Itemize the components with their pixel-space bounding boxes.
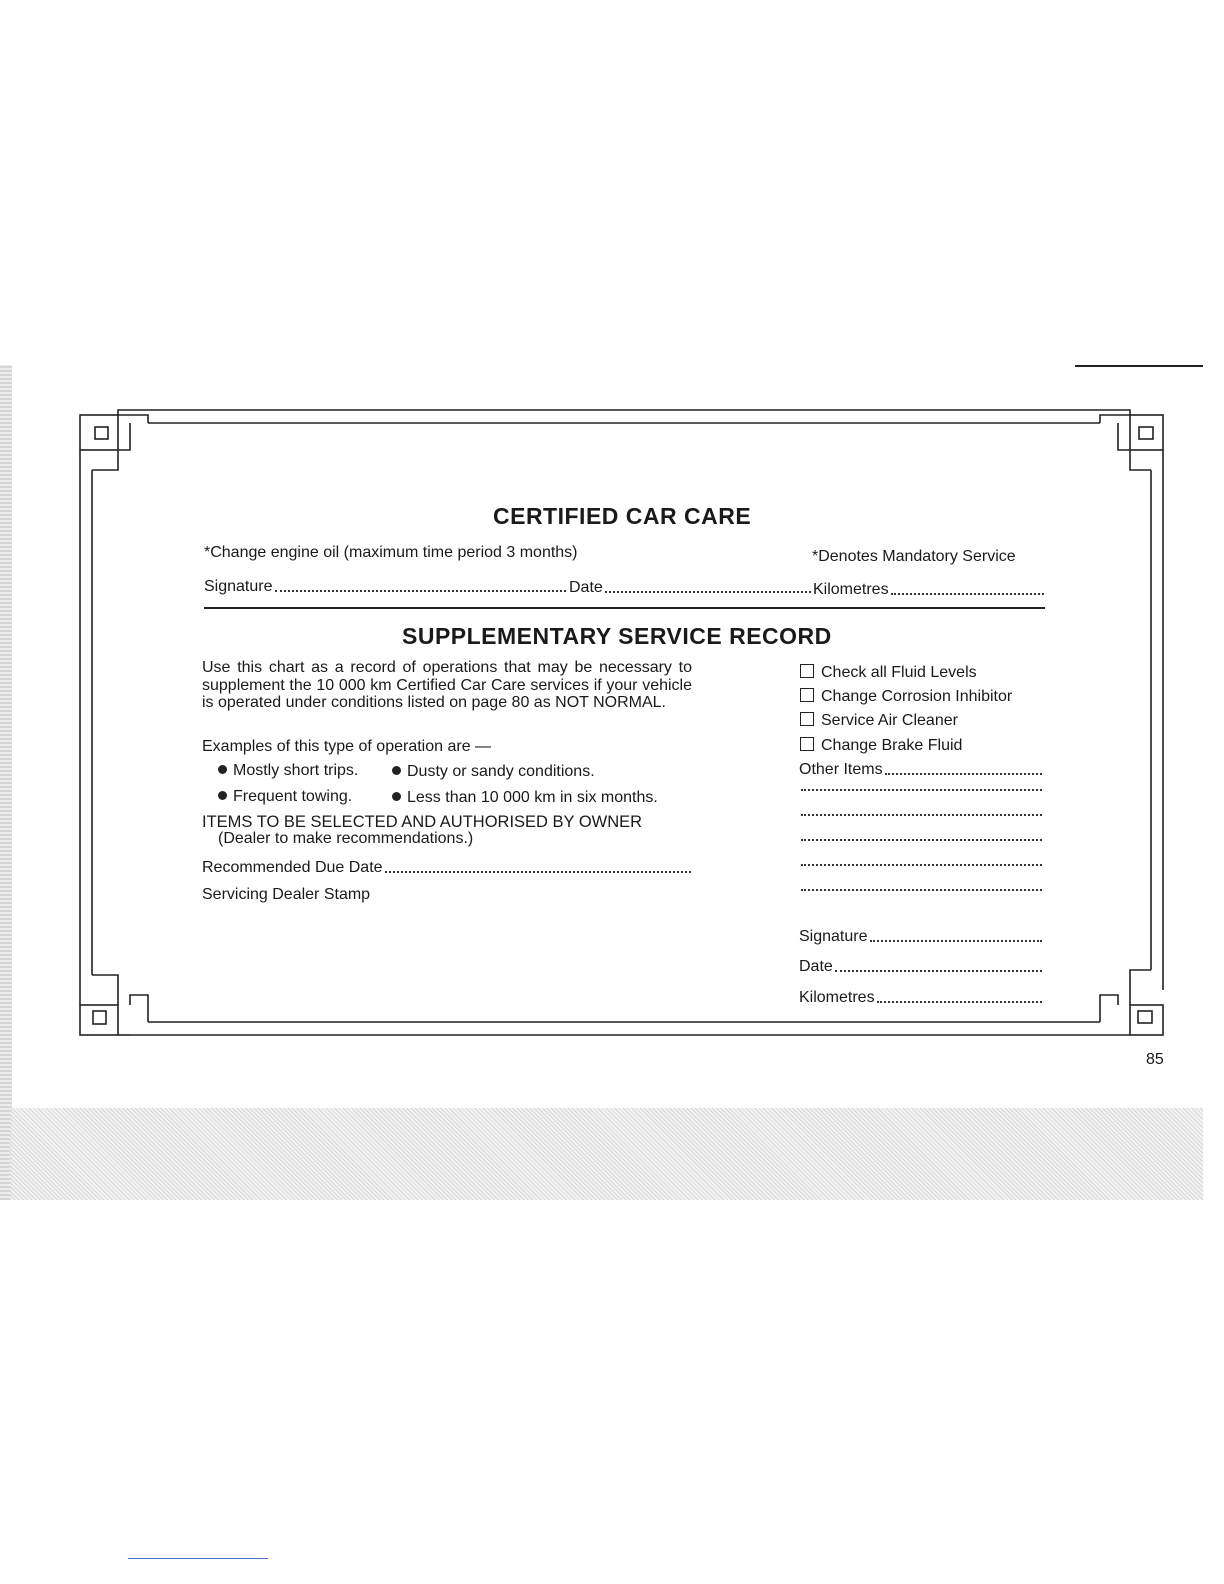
section-divider (204, 607, 1045, 609)
other-items-line[interactable] (799, 839, 1044, 845)
checkbox-icon[interactable] (800, 688, 814, 702)
dealer-stamp-label: Servicing Dealer Stamp (202, 886, 371, 903)
example-item (392, 763, 595, 781)
other-items-field[interactable] (799, 761, 1044, 779)
example-text: Frequent towing. (233, 788, 353, 805)
checklist-item[interactable] (800, 712, 958, 730)
checklist-label: Change Corrosion Inhibitor (821, 688, 1013, 705)
certified-signature-label: Signature (204, 578, 273, 595)
bullet-icon (392, 792, 401, 801)
supp-kilometres-field[interactable] (799, 989, 1044, 1007)
bullet-icon (392, 766, 401, 775)
owner-items-subnote: (Dealer to make recommendations.) (218, 830, 474, 847)
other-items-line[interactable] (799, 814, 1044, 820)
due-date-label: Recommended Due Date (202, 859, 383, 876)
checkbox-icon[interactable] (800, 712, 814, 726)
certified-signature-field[interactable] (204, 578, 568, 596)
supp-kilometres-label: Kilometres (799, 989, 875, 1006)
checkbox-icon[interactable] (800, 737, 814, 751)
supp-signature-label: Signature (799, 928, 868, 945)
certified-kilometres-label: Kilometres (813, 581, 889, 598)
bullet-icon (218, 765, 227, 774)
other-items-line[interactable] (799, 889, 1044, 895)
page-number: 85 (1146, 1051, 1164, 1068)
supplementary-title: SUPPLEMENTARY SERVICE RECORD (402, 623, 832, 649)
bullet-icon (218, 791, 227, 800)
oil-change-note: *Change engine oil (maximum time period 3 months) (204, 544, 578, 561)
example-text: Dusty or sandy conditions. (407, 763, 595, 780)
other-items-line[interactable] (799, 864, 1044, 870)
other-items-label: Other Items (799, 761, 883, 778)
example-text: Mostly short trips. (233, 762, 359, 779)
checklist-label: Service Air Cleaner (821, 712, 958, 729)
examples-label: Examples of this type of operation are — (202, 738, 492, 755)
supp-date-label: Date (799, 958, 833, 975)
checklist-label: Change Brake Fluid (821, 737, 963, 754)
checkbox-icon[interactable] (800, 664, 814, 678)
supp-date-field[interactable] (799, 958, 1044, 976)
certified-date-label: Date (569, 579, 603, 596)
owner-items-heading: ITEMS TO BE SELECTED AND AUTHORISED BY OWNER (202, 813, 643, 831)
checklist-label: Check all Fluid Levels (821, 664, 977, 681)
due-date-field[interactable] (202, 859, 693, 877)
mandatory-service-note: *Denotes Mandatory Service (812, 548, 1016, 565)
supplementary-intro: Use this chart as a record of operations that may be necessary to supplement the 10 000 km Certified Car Care services if your vehicle is operated under conditions listed on page 80 as NOT NORMAL. (202, 659, 692, 711)
example-item (218, 762, 358, 780)
certified-title: CERTIFIED CAR CARE (493, 503, 752, 529)
certified-date-field[interactable] (569, 579, 813, 597)
example-text: Less than 10 000 km in six months. (407, 789, 658, 806)
checklist-item[interactable] (800, 688, 1012, 706)
supp-signature-field[interactable] (799, 928, 1044, 946)
checklist-item[interactable] (800, 664, 977, 682)
other-items-line[interactable] (799, 789, 1044, 795)
certified-kilometres-field[interactable] (813, 581, 1046, 599)
example-item (218, 788, 352, 806)
example-item (392, 789, 658, 807)
checklist-item[interactable] (800, 737, 962, 755)
